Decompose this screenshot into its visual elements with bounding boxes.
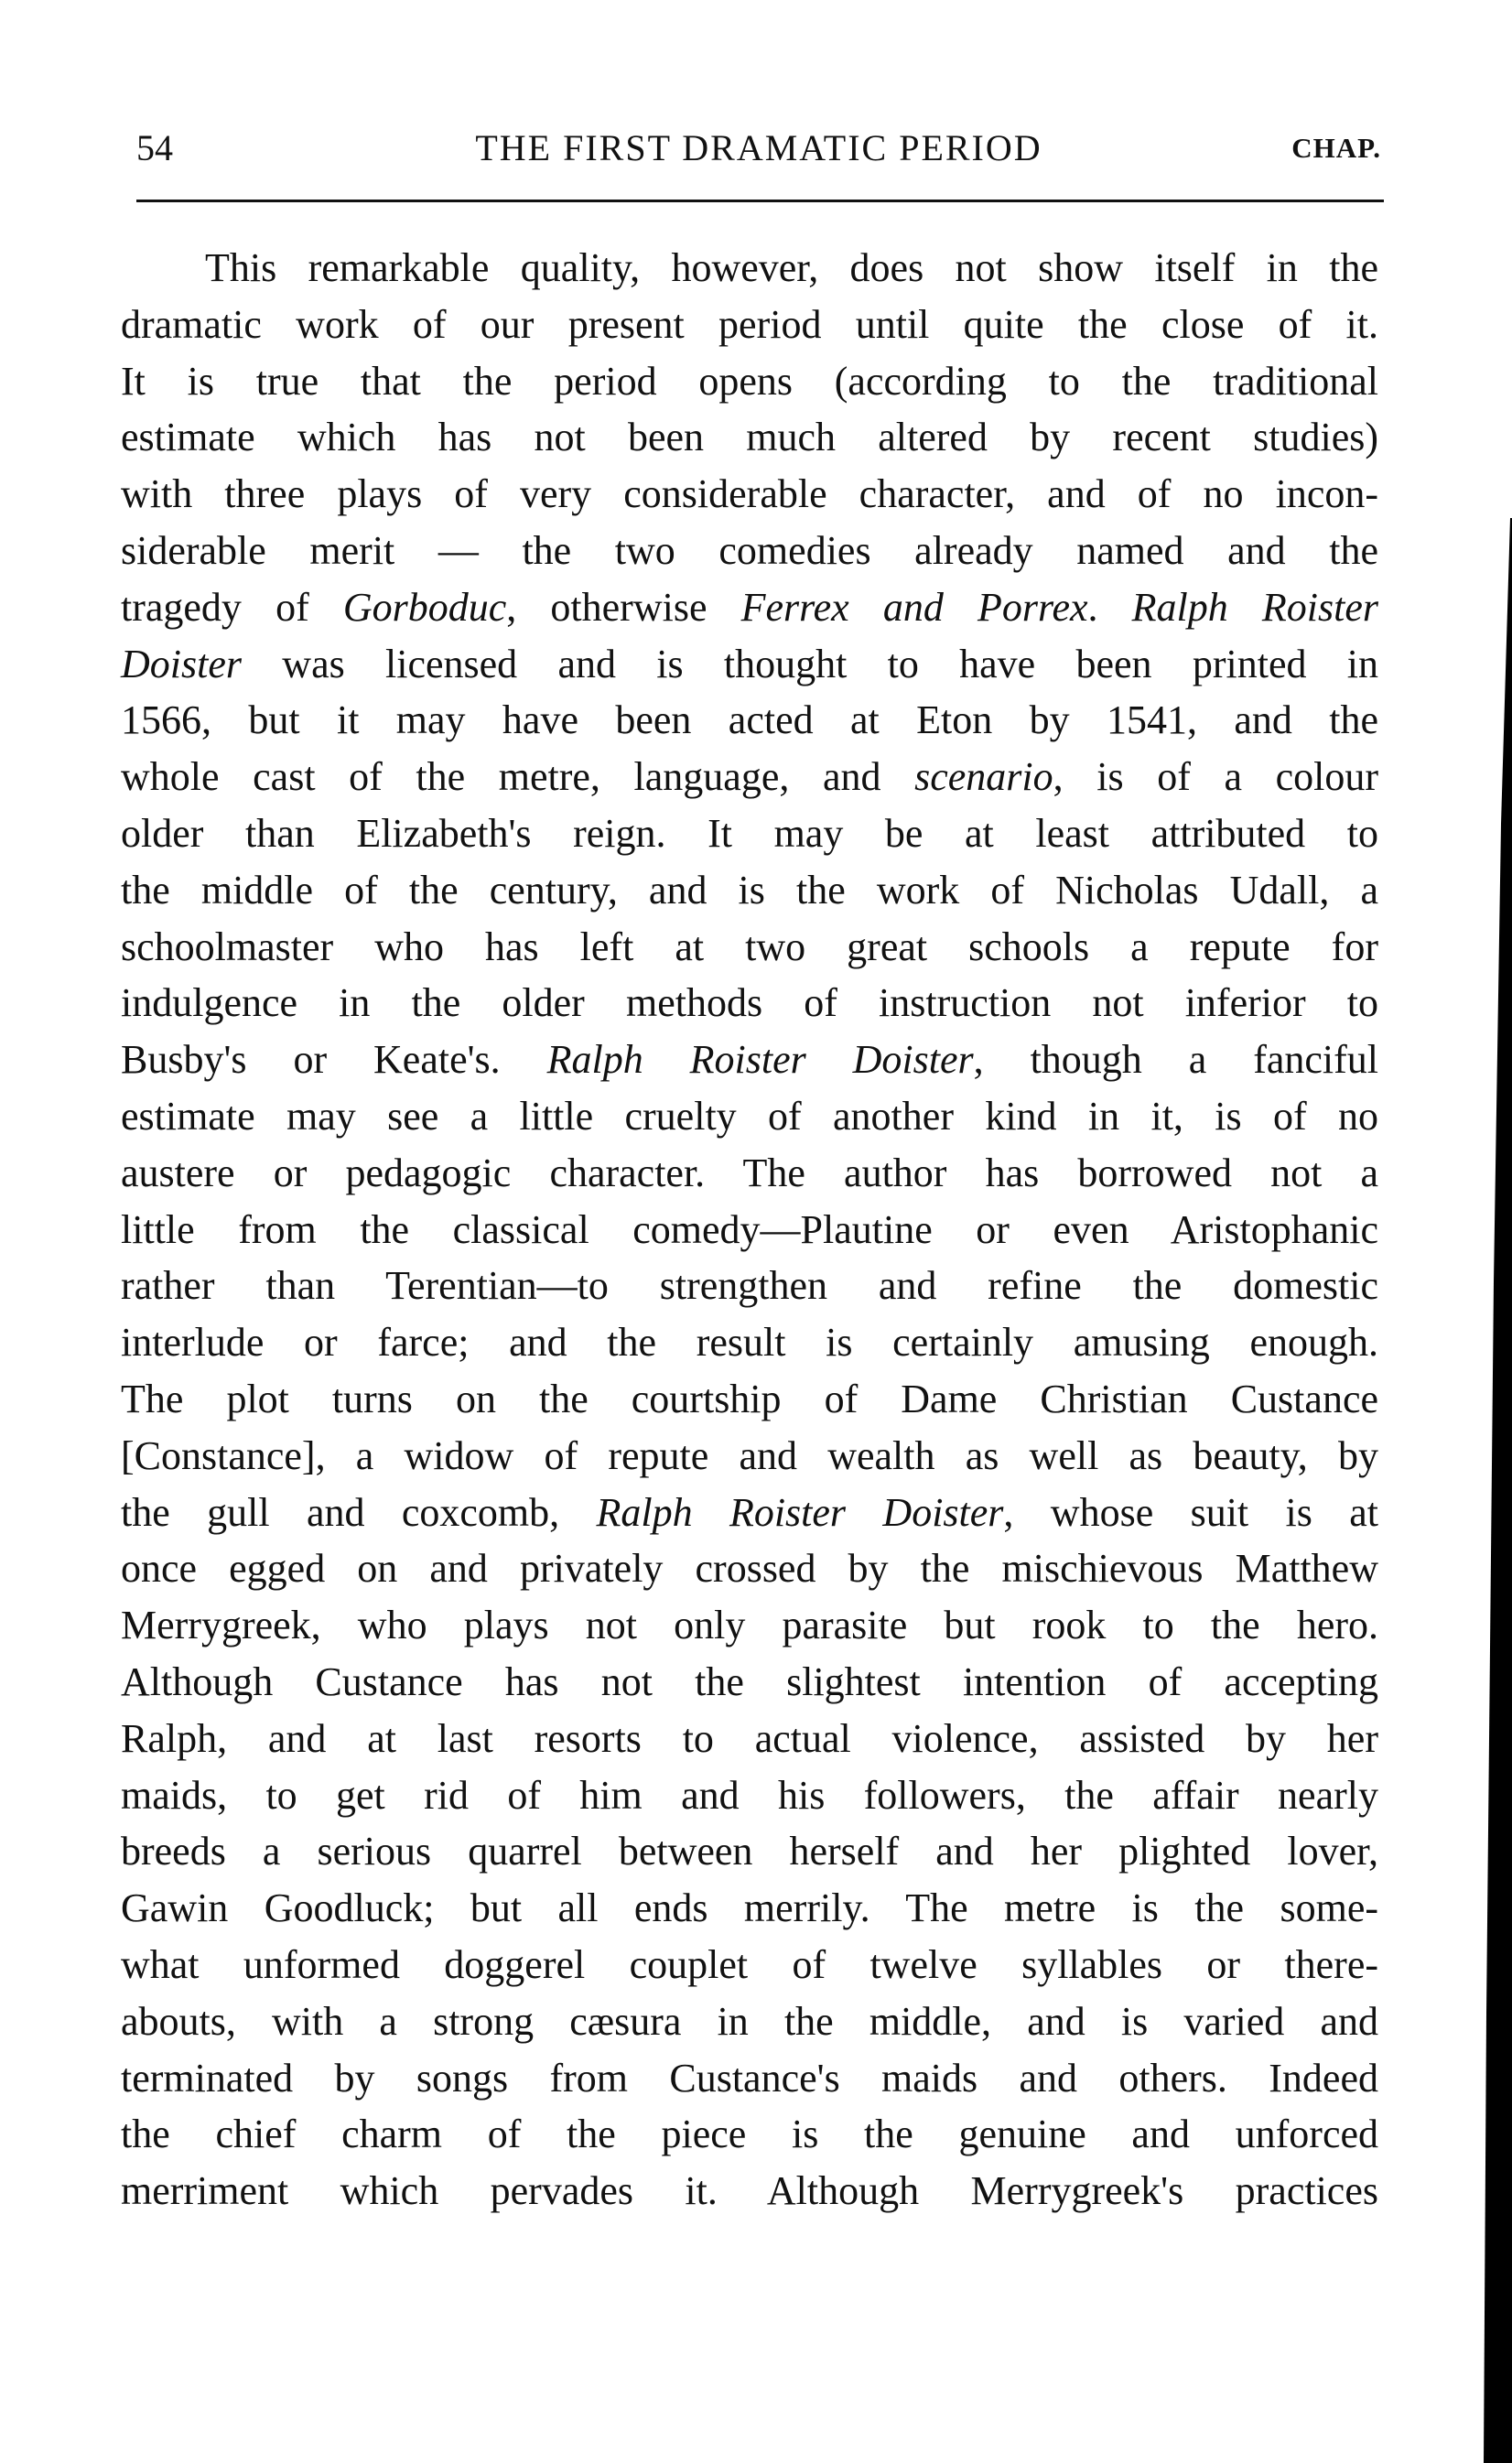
text-line: [121, 1711, 1378, 1767]
text-line: [121, 1145, 1378, 1202]
text-line: [121, 2163, 1378, 2220]
text-segment: older than Elizabeth's reign. It may be at least attributed to: [121, 810, 1378, 856]
text-segment: the gull and coxcomb,: [121, 1489, 597, 1535]
text-segment: estimate which has not been much altered by recent studies): [121, 415, 1378, 460]
text-line: [121, 749, 1378, 805]
text-line: [121, 1202, 1378, 1259]
text-segment: This remarkable quality, however, does not show itself in the: [205, 245, 1378, 290]
text-line: [121, 523, 1378, 579]
text-segment: merriment which pervades it. Although Merrygreek's practices: [121, 2168, 1378, 2214]
text-segment: Busby's or Keate's.: [121, 1037, 547, 1083]
text-segment: Although Custance has not the slightest intention of accepting: [121, 1658, 1378, 1704]
text-line: [121, 1428, 1378, 1485]
text-line: [121, 1880, 1378, 1937]
text-segment: tragedy of: [121, 584, 343, 630]
italic-text: Ralph Roister: [1131, 584, 1379, 630]
text-segment: little from the classical comedy—Plautine or even Aristophanic: [121, 1206, 1378, 1252]
text-line: [121, 1485, 1378, 1541]
text-line: [121, 353, 1378, 410]
text-segment: with three plays of very considerable character, and of no incon-: [121, 471, 1378, 517]
text-segment: dramatic work of our present period until quite the close of it.: [121, 301, 1378, 347]
text-segment: once egged on and privately crossed by the mischievous Matthew: [121, 1546, 1378, 1592]
text-line: [121, 805, 1378, 862]
text-segment: austere or pedagogic character. The author has borrowed not a: [121, 1150, 1378, 1195]
text-segment: estimate may see a little cruelty of another kind in it, is of no: [121, 1093, 1378, 1139]
text-segment: , whose suit is at: [1003, 1489, 1378, 1535]
text-line: [121, 240, 1378, 297]
text-line: [121, 1032, 1378, 1088]
text-segment: , is of a colour: [1053, 754, 1379, 800]
text-segment: 1566, but it may have been acted at Eton by 1541, and the: [121, 697, 1378, 743]
text-line: [121, 975, 1378, 1032]
text-line: [121, 1823, 1378, 1880]
italic-text: Ralph Roister Doister: [546, 1037, 974, 1083]
text-segment: abouts, with a strong cæsura in the middle, and is varied and: [121, 1998, 1378, 2044]
text-line: [121, 2050, 1378, 2107]
italic-text: Gorboduc: [342, 584, 507, 630]
text-segment: interlude or farce; and the result is certainly amusing enough.: [121, 1320, 1378, 1366]
text-segment: whole cast of the metre, language, and: [121, 754, 915, 800]
italic-text: Ralph Roister Doister: [596, 1489, 1004, 1535]
page-number: 54: [136, 127, 173, 168]
text-line: [121, 1597, 1378, 1654]
text-line: [121, 409, 1378, 466]
running-header: [136, 126, 1381, 172]
text-segment: was licensed and is thought to have been printed in: [242, 641, 1378, 686]
text-line: [121, 1258, 1378, 1314]
text-segment: siderable merit — the two comedies already named and the: [121, 527, 1378, 573]
header-rule: [136, 200, 1384, 202]
chapter-label: CHAP.: [1291, 132, 1381, 164]
text-line: [121, 919, 1378, 976]
text-segment: breeds a serious quarrel between herself and her plighted lover,: [121, 1829, 1378, 1874]
body-text: [121, 240, 1378, 2220]
text-segment: It is true that the period opens (according to the traditional: [121, 358, 1378, 404]
text-segment: , otherwise: [506, 584, 741, 630]
text-segment: [Constance], a widow of repute and wealth as well as beauty, by: [121, 1432, 1378, 1478]
text-segment: Gawin Goodluck; but all ends merrily. The metre is the some-: [121, 1885, 1378, 1931]
text-line: [121, 1767, 1378, 1824]
text-line: [121, 1314, 1378, 1371]
text-segment: , though a fanciful: [973, 1037, 1378, 1083]
text-segment: maids, to get rid of him and his followers, the affair nearly: [121, 1772, 1378, 1818]
text-line: [121, 1937, 1378, 1993]
text-segment: .: [1087, 584, 1132, 630]
text-segment: rather than Terentian—to strengthen and refine the domestic: [121, 1263, 1378, 1309]
text-line: [121, 1993, 1378, 2050]
text-segment: schoolmaster who has left at two great schools a repute for: [121, 924, 1378, 969]
italic-text: scenario: [914, 754, 1053, 800]
text-segment: indulgence in the older methods of instruction not inferior to: [121, 980, 1378, 1026]
italic-text: Ferrex and Porrex: [740, 584, 1088, 630]
text-segment: Ralph, and at last resorts to actual violence, assisted by her: [121, 1715, 1378, 1761]
text-line: [121, 579, 1378, 636]
text-line: [121, 466, 1378, 523]
text-line: [121, 1088, 1378, 1145]
italic-text: Doister: [121, 641, 242, 686]
text-line: [121, 636, 1378, 693]
text-segment: terminated by songs from Custance's maids and others. Indeed: [121, 2055, 1378, 2101]
text-segment: what unformed doggerel couplet of twelve syllables or there-: [121, 1941, 1378, 1987]
running-title: THE FIRST DRAMATIC PERIOD: [475, 127, 1042, 168]
text-line: [121, 692, 1378, 749]
text-segment: the middle of the century, and is the work of Nicholas Udall, a: [121, 867, 1378, 913]
text-line: [121, 1540, 1378, 1597]
text-line: [121, 297, 1378, 353]
text-line: [121, 1371, 1378, 1428]
text-segment: Merrygreek, who plays not only parasite but rook to the hero.: [121, 1603, 1378, 1648]
text-line: [121, 2106, 1378, 2163]
text-segment: the chief charm of the piece is the genuine and unforced: [121, 2112, 1378, 2157]
text-line: [121, 1654, 1378, 1711]
text-segment: The plot turns on the courtship of Dame Christian Custance: [121, 1376, 1378, 1421]
text-line: [121, 862, 1378, 919]
